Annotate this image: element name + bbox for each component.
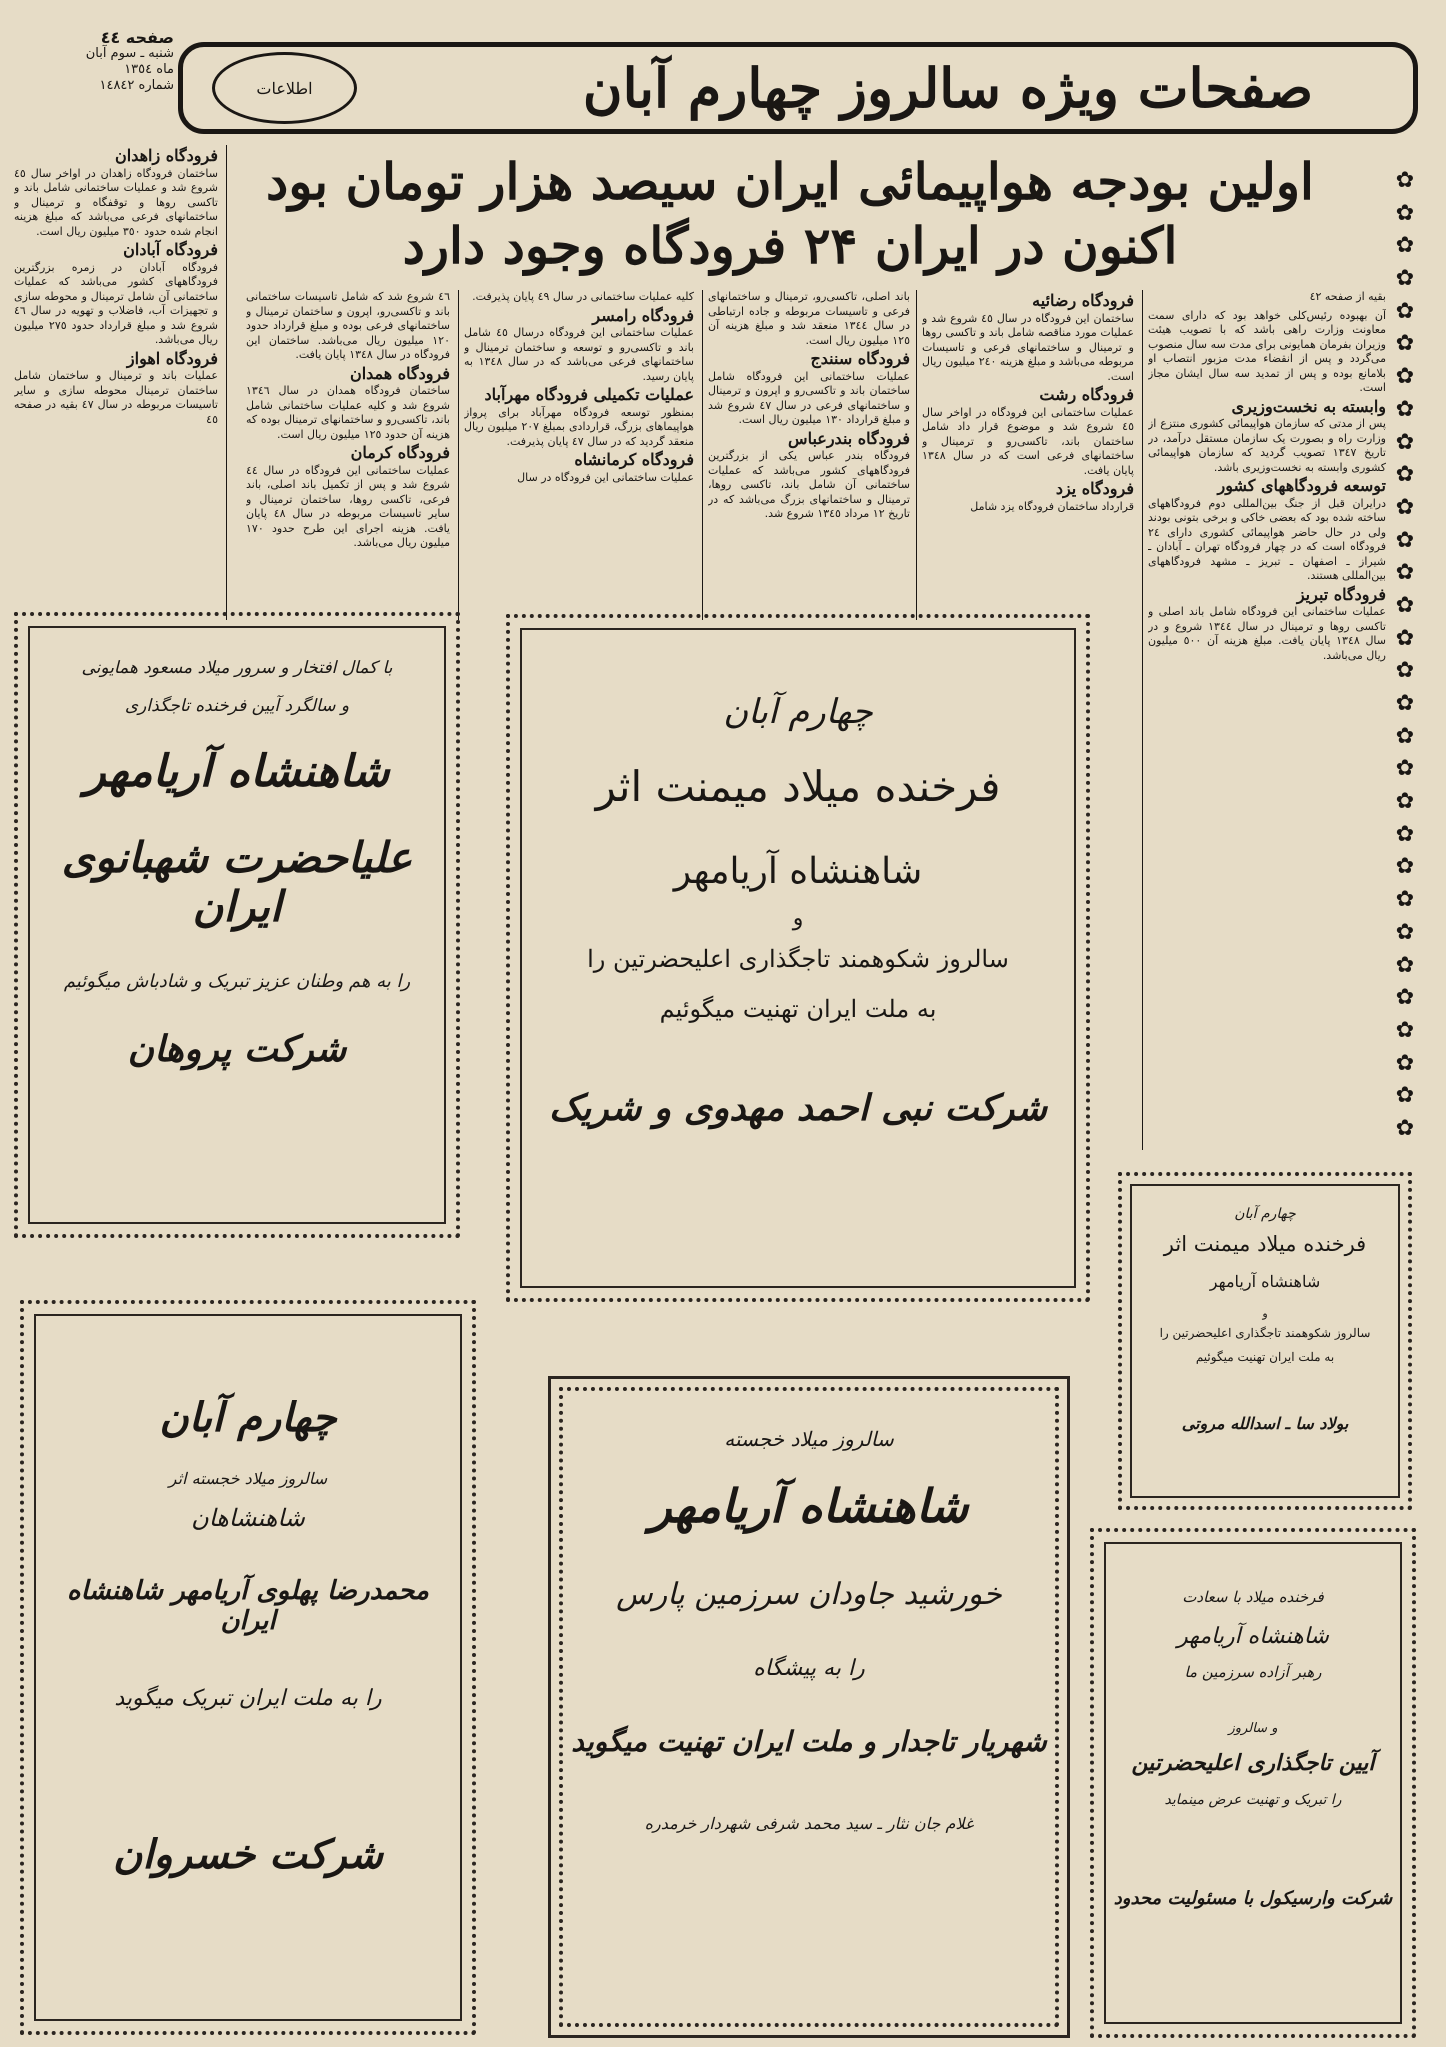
ornament-flower-icon: ✿ <box>1395 723 1415 749</box>
ad-line: چهارم آبان <box>1234 1206 1296 1222</box>
paragraph: بمنظور توسعه فرودگاه مهرآباد برای پرواز هواپیماهای بزرگ، قراردادی بمبلغ ٢٠٧ میلیون ریال منعقد گردید که در سال ٤٧ پایان پذیرفت. <box>464 405 694 448</box>
ornament-flower-icon: ✿ <box>1395 952 1415 978</box>
ornament-flower-icon: ✿ <box>1395 298 1415 324</box>
ornament-flower-icon: ✿ <box>1395 691 1415 716</box>
ornament-flower-icon: ✿ <box>1395 1115 1415 1141</box>
ad-parvahan <box>14 612 460 1238</box>
subheading: توسعه فرودگاههای کشور <box>1217 476 1386 495</box>
headline-line-1: اولین بودجه هواپیمائی ایران سیصد هزار تومان بود <box>266 152 1314 211</box>
ad-line: را به هم وطنان عزیز تبریک و شادباش میگوئیم <box>63 971 411 992</box>
paragraph: عملیات ساختمانی این فرودگاه در اواخر سال ٤٥ شروع شد و موضوع قرار داد شامل ساختمان باند، تاکسی‌رو و ترمینال و ساختمانهای فرعی است که در سال ١٣٤٨ پایان یافت. <box>922 405 1134 477</box>
subheading: فرودگاه کرمانشاه <box>574 450 694 469</box>
masthead-box <box>178 42 1418 134</box>
ad-line: خورشید جاودان سرزمین پارس <box>616 1577 1002 1612</box>
ad-line: چهارم آبان <box>723 692 873 732</box>
column-divider <box>702 290 703 620</box>
headline <box>200 150 1380 278</box>
paragraph: فرودگاه آبادان در زمره بزرگترین فرودگاههای کشور می‌باشد که عملیات ساختمانی آن شامل ترمینال و محوطه سازی و تجهیزات آب، فاضلاب و تهویه در سال ٤٦ شروع شد و مبلغ قرارداد حدود ٢٧٥ میلیون ریال می‌باشد. <box>14 260 218 346</box>
ad-line: فرخنده میلاد با سعادت <box>1182 1588 1324 1606</box>
ad-line: را به پیشگاه <box>753 1656 865 1681</box>
ad-line: فرخنده میلاد میمنت اثر <box>595 762 1001 811</box>
ornament-flower-icon: ✿ <box>1395 266 1415 292</box>
paragraph: عملیات ساختمانی این فرودگاه شامل باند اصلی و تاکسی روها و ترمینال در سال ١٣٤٤ شروع و در سال ١٣٤٨ پایان یافت. مبلغ هزینه آن ٥٠٠ میلیون ریال می‌باشد. <box>1148 605 1386 662</box>
subheading: فرودگاه یزد <box>1055 479 1134 498</box>
ornament-flower-icon: ✿ <box>1395 462 1415 488</box>
paragraph: ٤٦ شروع شد که شامل تاسیسات ساختمانی باند و تاکسی‌رو، اپرون و ساختمان ترمینال و ساختمانهای فرعی بوده و مبلغ قرارداد حدود ١٢٠ میلیون ریال می‌باشد. ساختمان این فرودگاه در سال ١٣٤٨ پایان یافت. <box>246 290 450 361</box>
ornament-flower-icon: ✿ <box>1395 887 1415 913</box>
page-number: صفحه ٤٤ <box>100 28 174 47</box>
ad-line: رهبر آزاده سرزمین ما <box>1184 1663 1322 1681</box>
newspaper-logo <box>212 52 357 124</box>
ornament-flower-icon: ✿ <box>1395 233 1415 259</box>
subheading: فرودگاه رامسر <box>592 305 694 325</box>
paragraph: کلیه عملیات ساختمانی در سال ٤٩ پایان پذیرفت. <box>472 290 694 303</box>
subheading: فرودگاه زاهدان <box>115 146 218 165</box>
paragraph: عملیات باند و ترمینال و ساختمان شامل ساختمان ترمینال محوطه سازی و سایر تاسیسات مربوطه در سال ٤٧ بقیه در صفحه ٤٥ <box>14 369 218 426</box>
ad-mahdavi <box>506 614 1090 1302</box>
article-column-4 <box>464 290 694 620</box>
paragraph: آن بهبوده رئیس‌کلی خواهد بود که دارای سمت معاونت وزارت راهی باشد که با تصویب هیئت وزیران بفرمان همایونی برای مدت سه سال منصوب می‌گردد و پس از انقضاء مدت مزبور انتصاب او بلامانع بوده و پس از تمدید سه سال ایشان مجاز است. <box>1148 308 1386 394</box>
ad-line: را به ملت ایران تبریک میگوید <box>114 1686 382 1711</box>
issue-number: شماره ١٤٨٤٢ <box>99 78 174 93</box>
ornament-flower-icon: ✿ <box>1395 625 1415 651</box>
subheading: فرودگاه آبادان <box>123 240 218 259</box>
subheading: فرودگاه کرمان <box>350 443 450 462</box>
ornament-border <box>1392 170 1418 1140</box>
ad-line: محمدرضا پهلوی آریامهر شاهنشاه ایران <box>67 1576 429 1636</box>
ornament-flower-icon: ✿ <box>1395 854 1415 880</box>
ad-line: علیاحضرت شهبانوی ایران <box>61 833 413 931</box>
article-column-5 <box>246 290 450 620</box>
ad-line: به ملت ایران تهنیت میگوئیم <box>1195 1350 1335 1364</box>
ornament-flower-icon: ✿ <box>1395 985 1415 1011</box>
ornament-flower-icon: ✿ <box>1395 1050 1415 1076</box>
ad-line: چهارم آبان <box>159 1394 337 1441</box>
article-column-3 <box>708 290 910 620</box>
ornament-flower-icon: ✿ <box>1395 789 1415 815</box>
ad-line: غلام جان نثار ـ سید محمد شرفی شهردار خرمدره <box>644 1814 974 1833</box>
paragraph: ساختمان فرودگاه همدان در سال ١٣٤٦ شروع شد و کلیه عملیات ساختمانی شامل باند، تاکسی‌رو و ساختمانهای ترمینال بوده که هزینه آن حدود ١٢٥ میلیون ریال است. <box>246 384 450 441</box>
ad-line: شرکت نبی احمد مهدوی و شریک <box>548 1087 1048 1129</box>
ornament-flower-icon: ✿ <box>1395 658 1415 684</box>
column-divider <box>458 290 459 620</box>
ornament-flower-icon: ✿ <box>1395 756 1415 782</box>
ornament-flower-icon: ✿ <box>1395 396 1415 422</box>
ad-line: سالروز شکوهمند تاجگذاری اعلیحضرتین را <box>1159 1326 1371 1340</box>
ad-line: شهریار تاجدار و ملت ایران تهنیت میگوید <box>571 1725 1047 1758</box>
ornament-flower-icon: ✿ <box>1395 527 1415 553</box>
article-column-6 <box>14 145 218 620</box>
page-info <box>14 30 174 94</box>
column-divider <box>1142 290 1143 1150</box>
ad-line: شاهنشاه آریامهر <box>673 851 923 892</box>
ornament-flower-icon: ✿ <box>1395 331 1415 357</box>
paragraph: عملیات ساختمانی این فرودگاه در سال <box>517 470 694 484</box>
ad-line: با کمال افتخار و سرور میلاد مسعود همایونی <box>81 658 393 678</box>
ad-line: فرخنده میلاد میمنت اثر <box>1163 1232 1367 1256</box>
logo-text: اطلاعات <box>256 78 313 98</box>
ad-line: شرکت پروهان <box>127 1028 347 1070</box>
paragraph: ساختمان فرودگاه زاهدان در اواخر سال ٤٥ شروع شد و عملیات ساختمانی شامل باند و تاکسی روها و توقفگاه و ترمینال و ساختمانهای فرعی می‌باشد که مبلغ هزینه انجام شده حدود ٣٥٠ میلیون ریال است. <box>14 166 218 238</box>
ad-line: و <box>1262 1307 1268 1320</box>
ad-line: شاهنشاه آریامهر <box>649 1479 969 1533</box>
ornament-flower-icon: ✿ <box>1395 200 1415 226</box>
date-line: شنبه ـ سوم آبان <box>85 46 174 61</box>
subheading: فرودگاه بندرعباس <box>788 428 910 448</box>
ad-line: شاهنشاهان <box>191 1504 305 1532</box>
subheading: فرودگاه رشت <box>1039 385 1134 404</box>
paragraph: پس از مدتی که سازمان هواپیمائی کشوری منتزع از وزارت راه و بصورت یک سازمان مستقل درآمد، در تاریخ ١٣٤٧ تصویب گردید که سازمان هواپیمائی کشوری وابسته به نخست‌وزیری باشد. <box>1148 417 1386 474</box>
paragraph: قرارداد ساختمان فرودگاه یزد شامل <box>970 499 1134 513</box>
ornament-flower-icon: ✿ <box>1395 364 1415 390</box>
ad-line: بولاد سا ـ اسدالله مروتی <box>1181 1414 1349 1433</box>
ad-line: شاهنشاه آریامهر <box>84 746 390 797</box>
subheading: فرودگاه رضائیه <box>1032 291 1134 310</box>
continued-from: بقیه از صفحه ٤٢ <box>1309 290 1386 303</box>
ornament-flower-icon: ✿ <box>1395 592 1415 618</box>
ad-khosravan <box>20 1300 476 2035</box>
subheading: عملیات تکمیلی فرودگاه مهرآباد <box>484 385 694 404</box>
column-divider <box>226 145 227 620</box>
subheading: فرودگاه اهواز <box>126 348 218 368</box>
ornament-flower-icon: ✿ <box>1395 919 1415 945</box>
ad-line: و سالگرد آیین فرخنده تاجگذاری <box>124 696 350 716</box>
ornament-flower-icon: ✿ <box>1395 494 1415 520</box>
subheading: فرودگاه تبریز <box>1296 584 1386 604</box>
ornament-flower-icon: ✿ <box>1395 429 1415 455</box>
paragraph: درایران قبل از جنگ بین‌المللی دوم فرودگاههای ساخته شده بود که بعضی خاکی و برخی بتونی بودند ولی در حال حاضر هواپیمائی کشوری دارای ۲٤ فرودگاه است که در چهار فرودگاه تهران ـ آبادان ـ شیراز ـ اصفهان ـ تبریز ـ مشهد فرودگاههای بین‌المللی هستند. <box>1148 496 1386 582</box>
subheading: فرودگاه سنندج <box>810 349 910 368</box>
ad-line: سالروز میلاد خجسته اثر <box>168 1469 328 1488</box>
ad-line: سالروز شکوهمند تاجگذاری اعلیحضرتین را <box>587 945 1009 973</box>
ad-line: شرکت خسروان <box>112 1831 384 1878</box>
subheading: فرودگاه همدان <box>349 363 450 383</box>
ad-line: و <box>792 906 804 931</box>
ornament-flower-icon: ✿ <box>1395 168 1415 193</box>
headline-line-2: اکنون در ایران ۲۴ فرودگاه وجود دارد <box>402 216 1178 275</box>
ornament-flower-icon: ✿ <box>1395 560 1415 586</box>
ad-line: به ملت ایران تهنیت میگوئیم <box>659 995 937 1023</box>
ad-line: شاهنشاه آریامهر <box>1177 1624 1329 1649</box>
ad-line: شاهنشاه آریامهر <box>1209 1272 1321 1291</box>
paragraph: عملیات ساختمانی این فرودگاه شامل ساختمان باند و تاکسی‌رو و اپرون و ترمینال و ساختمانهای فرعی در سال ٤٧ شروع شد و مبلغ قرارداد ١٣٠ میلیون ریال است. <box>708 369 910 426</box>
article-column-2 <box>922 290 1134 620</box>
ad-line: را تبریک و تهنیت عرض مینماید <box>1164 1792 1342 1808</box>
paragraph: عملیات ساختمانی این فرودگاه درسال ٤٥ شامل باند و تاکسی‌رو و توسعه و ساختمان ترمینال و ساختمانهای فرعی می‌باشد که در سال ١٣٤٨ به پایان رسید. <box>464 326 694 383</box>
ornament-flower-icon: ✿ <box>1395 821 1415 847</box>
ornament-flower-icon: ✿ <box>1395 1017 1415 1043</box>
ad-line: سالروز میلاد خجسته <box>724 1427 894 1451</box>
ad-line: آیین تاجگذاری اعلیحضرتین <box>1131 1750 1375 1776</box>
paragraph: فرودگاه بندر عباس یکی از بزرگترین فرودگاههای کشور می‌باشد که عملیات ساختمانی آن شامل باند، تاکسی روها، ترمینال و ساختمانهای بزرگ می‌باشد که در تاریخ ١٢ مرداد ١٣٤٥ شروع شد. <box>708 449 910 520</box>
column-divider <box>916 290 917 620</box>
paragraph: باند اصلی، تاکسی‌رو، ترمینال و ساختمانهای فرعی و تاسیسات مربوطه و جاده ارتباطی در سال ١٣٤٤ منعقد شد و مبلغ هزینه آن ١٢٥ میلیون ریال است. <box>708 290 910 347</box>
paragraph: ساختمان این فرودگاه در سال ٤٥ شروع شد و عملیات مورد مناقصه شامل باند و تاکسی روها و ترمینال و ساختمانهای فرعی و تاسیسات مربوطه می‌باشد و مبلغ هزینه ٢٤٠ میلیون ریال است. <box>922 311 1134 383</box>
article-column-1 <box>1148 290 1386 1150</box>
ad-line: و سالروز <box>1228 1721 1278 1736</box>
month-line: ماه ١٣٥٤ <box>124 62 174 77</box>
masthead-title: صفحات ویژه سالروز چهارم آبان <box>582 56 1314 120</box>
subheading: وابسته به نخست‌وزیری <box>1231 396 1386 416</box>
ad-line: شرکت وارسیکول با مسئولیت محدود <box>1113 1888 1393 1909</box>
ad-varsikol <box>1090 1528 1416 2038</box>
ornament-flower-icon: ✿ <box>1395 1083 1415 1109</box>
paragraph: عملیات ساختمانی این فرودگاه در سال ٤٤ شروع شد و پس از تکمیل باند اصلی، باند فرعی، تاکسی روها، ساختمان ترمینال و سایر تاسیسات مربوطه در سال ٤٨ پایان یافت. هزینه اجرای این طرح حدود ١٧٠ میلیون ریال می‌باشد. <box>246 463 450 549</box>
ad-boulad <box>1118 1172 1412 1510</box>
ad-sharafi <box>548 1376 1070 2038</box>
